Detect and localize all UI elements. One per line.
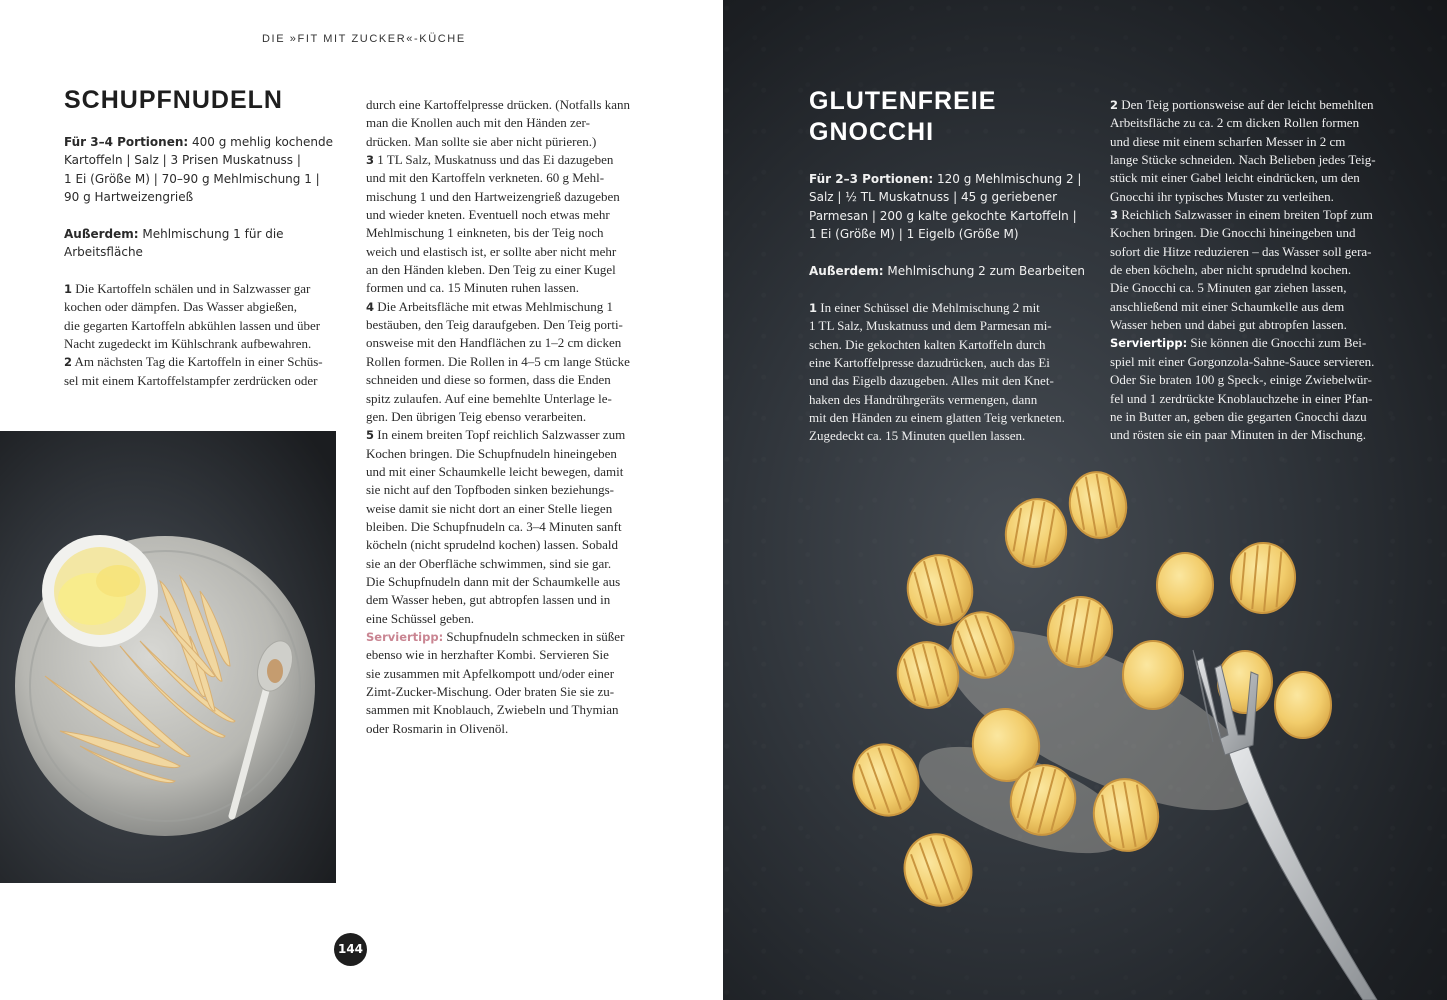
step-number: 3 — [366, 153, 375, 168]
step-number: 5 — [366, 428, 375, 443]
steps-left-col2 — [366, 96, 646, 738]
steps-left-col1 — [64, 280, 334, 390]
step-text: drücken. Man sollte sie aber nicht pürieren.) — [366, 133, 597, 149]
step-text: und mit den Kartoffeln verkneten. 60 g Mehl- — [366, 170, 605, 186]
extras-right — [809, 262, 1089, 280]
ingredients-right — [809, 170, 1089, 243]
step-text: und diese mit einem scharfen Messer in 2 cm — [1110, 133, 1346, 149]
step-text: Gnocchi ihr typisches Muster zu verleihen. — [1110, 188, 1334, 204]
step-text: und mit einer Schaumkelle leicht bewegen, damit — [366, 463, 624, 479]
step-text: schen. Die gekochten kalten Kartoffeln durch — [809, 336, 1046, 352]
extras-left — [64, 225, 334, 262]
step-text: dem Wasser heben, gut abtropfen lassen und in — [366, 592, 611, 608]
step-text: Die Arbeitsfläche mit etwas Mehlmischung 1 — [374, 298, 614, 314]
step-text: bleiben. Die Schupfnudeln ca. 3–4 Minuten sanft — [366, 518, 622, 534]
tip-text: Schupfnudeln schmecken in süßer — [443, 628, 625, 644]
step-text: Wasser heben und dabei gut abtropfen lassen. — [1110, 317, 1347, 333]
steps-right-col2 — [1110, 96, 1400, 445]
extra-label: Außerdem: — [64, 227, 139, 241]
step-text: Die Kartoffeln schälen und in Salzwasser gar — [72, 281, 311, 296]
step-text: Kochen bringen. Die Gnocchi hineingeben und — [1110, 225, 1356, 241]
step-text: sie nicht auf den Topfboden sinken beziehungs- — [366, 482, 614, 498]
tip-label: Serviertipp: — [1110, 336, 1188, 351]
step-text: eine Schüssel geben. — [366, 610, 474, 626]
recipe-title-schupfnudeln: SCHUPFNUDELN — [64, 86, 283, 114]
step-text: stück mit einer Gabel leicht eindrücken, um den — [1110, 170, 1360, 186]
extra-line: Mehlmischung 2 zum Bearbeiten — [883, 264, 1085, 278]
tip-text: sie zusammen mit Apfelkompott und/oder einer — [366, 665, 615, 681]
page-number: 144 — [334, 933, 367, 966]
tip-text: ebenso wie in herzhafter Kombi. Servieren Sie — [366, 647, 609, 663]
step-text: köcheln (nicht sprudelnd kochen) lassen. Sobald — [366, 537, 618, 553]
step-text: In einem breiten Topf reichlich Salzwasser zum — [374, 427, 626, 443]
tip-text: oder Rosmarin in Olivenöl. — [366, 720, 509, 736]
step-text: an den Händen kleben. Den Teig zu einer Kugel — [366, 262, 616, 278]
step-text: anschließend mit einer Schaumkelle aus dem — [1110, 298, 1345, 314]
step-text: eine Kartoffelpresse dazudrücken, auch das Ei — [809, 355, 1050, 371]
step-text: die gegarten Kartoffeln abkühlen lassen und über — [64, 317, 321, 333]
ingredients-line: Parmesan | 200 g kalte gekochte Kartoffeln | — [809, 208, 1077, 223]
ingredients-line: 120 g Mehlmischung 2 | — [933, 172, 1082, 186]
recipe-title-gnocchi — [809, 86, 996, 148]
tip-text: fel und 1 zerdrückte Knoblauchzehe in einer Pfan- — [1110, 390, 1373, 406]
step-text: sel mit einem Kartoffelstampfer zerdrücken oder — [64, 372, 318, 388]
ingredients-line: Kartoffeln | Salz | 3 Prisen Muskatnuss | — [64, 153, 301, 168]
title-line: GNOCCHI — [809, 118, 935, 146]
title-line: GLUTENFREIE — [809, 87, 997, 115]
step-text: haken des Handrührgeräts vermengen, dann — [809, 391, 1038, 407]
ingredients-label: Für 2–3 Portionen: — [809, 172, 934, 186]
steps-right-col1 — [809, 299, 1094, 446]
step-text: schneiden und diese so formen, dass die Enden — [366, 372, 611, 388]
extra-label: Außerdem: — [809, 264, 884, 278]
step-text: sie an der Oberfläche schwimmen, sind sie gar. — [366, 555, 612, 571]
step-text: 1 TL Salz, Muskatnuss und dem Parmesan mi- — [809, 318, 1052, 334]
step-number: 2 — [1110, 98, 1119, 112]
step-text: und das Eigelb dazugeben. Alles mit den Knet- — [809, 373, 1054, 389]
step-text: Kochen bringen. Die Schupfnudeln hineingeben — [366, 445, 617, 461]
step-text: Zugedeckt ca. 15 Minuten quellen lassen. — [809, 428, 1026, 444]
step-text: Rollen formen. Die Rollen in 4–5 cm lange Stücke — [366, 353, 630, 369]
step-text: Am nächsten Tag die Kartoffeln in einer Schüs- — [72, 354, 323, 370]
step-text: kochen oder dämpfen. Das Wasser abgießen, — [64, 299, 297, 315]
ingredients-line: 400 g mehlig kochende — [188, 135, 333, 149]
tip-text: Sie können die Gnocchi zum Bei- — [1187, 335, 1367, 351]
step-number: 1 — [64, 282, 73, 296]
tip-text: sammen mit Knoblauch, Zwiebeln und Thymian — [366, 702, 619, 718]
step-text: de eben köcheln, aber nicht sprudelnd kochen. — [1110, 262, 1352, 278]
step-text: formen und ca. 15 Minuten ruhen lassen. — [366, 280, 580, 296]
step-text: bestäuben, den Teig daraufgeben. Den Teig porti- — [366, 317, 623, 333]
tip-text: Oder Sie braten 100 g Speck-, einige Zwiebelwür- — [1110, 372, 1372, 388]
step-text: mit den Händen zu einem glatten Teig verkneten. — [809, 410, 1065, 426]
tip-text: und rösten sie ein paar Minuten in der Mischung. — [1110, 427, 1366, 443]
tip-text: Zimt-Zucker-Mischung. Oder braten Sie sie zu- — [366, 684, 615, 699]
step-text: mischung 1 und den Hartweizengrieß dazugeben — [366, 188, 620, 204]
ingredients-line: 90 g Hartweizengrieß — [64, 189, 194, 204]
step-text: Mehlmischung 1 einkneten, bis der Teig noch — [366, 225, 604, 241]
step-number: 4 — [366, 299, 375, 314]
step-text: Arbeitsfläche zu ca. 2 cm dicken Rollen formen — [1110, 115, 1360, 131]
step-text: man die Knollen auch mit den Händen zer- — [366, 115, 590, 131]
ingredients-label: Für 3–4 Portionen: — [64, 135, 189, 149]
step-number: 3 — [1110, 208, 1119, 223]
step-text: Die Schupfnudeln dann mit der Schaumkelle aus — [366, 573, 621, 589]
step-text: In einer Schüssel die Mehlmischung 2 mit — [817, 300, 1040, 315]
step-text: sofort die Hitze reduzieren – das Wasser soll gera- — [1110, 243, 1372, 259]
ingredients-line: 1 Ei (Größe M) | 1 Eigelb (Größe M) — [809, 226, 1019, 241]
step-text: spitz zulaufen. Auf eine bemehlte Unterlage le- — [366, 390, 612, 406]
step-text: 1 TL Salz, Muskatnuss und das Ei dazugeben — [374, 152, 614, 168]
step-text: onsweise mit den Handflächen zu 1–2 cm dicken — [366, 335, 622, 351]
ingredients-left — [64, 133, 334, 206]
step-text: weise damit sie nicht dort an einer Stelle liegen — [366, 500, 613, 516]
step-text: weich und elastisch ist, er sollte aber nicht mehr — [366, 243, 617, 259]
step-text: lange Stücke schneiden. Nach Belieben jedes Teig- — [1110, 152, 1376, 168]
extra-line: Arbeitsfläche — [64, 245, 143, 260]
extra-line: Mehlmischung 1 für die — [138, 227, 284, 241]
running-head: DIE »FIT MIT ZUCKER«-KÜCHE — [262, 33, 466, 45]
gnocchi-photo — [723, 460, 1447, 1000]
tip-text: spiel mit einer Gorgonzola-Sahne-Sauce servieren. — [1110, 353, 1375, 369]
ingredients-line: 1 Ei (Größe M) | 70–90 g Mehlmischung 1 | — [64, 171, 320, 186]
tip-text: ne in Butter an, geben die gegarten Gnocchi dazu — [1110, 408, 1367, 424]
step-text: Nacht zugedeckt im Kühlschrank aufbewahren. — [64, 336, 312, 352]
step-number: 1 — [809, 301, 818, 315]
step-text: Reichlich Salzwasser in einem breiten Topf zum — [1118, 207, 1373, 223]
step-text: und wieder kneten. Eventuell noch etwas mehr — [366, 207, 610, 223]
step-text: Die Gnocchi ca. 5 Minuten gar ziehen lassen, — [1110, 280, 1347, 296]
step-text: durch eine Kartoffelpresse drücken. (Notfalls kann — [366, 97, 630, 112]
schupfnudeln-photo — [0, 431, 336, 883]
step-number: 2 — [64, 355, 73, 370]
step-text: Den Teig portionsweise auf der leicht bemehlten — [1118, 97, 1374, 112]
tip-label: Serviertipp: — [366, 629, 444, 644]
step-text: gen. Den übrigen Teig ebenso verarbeiten. — [366, 408, 587, 424]
ingredients-line: Salz | ½ TL Muskatnuss | 45 g geriebener — [809, 190, 1058, 205]
